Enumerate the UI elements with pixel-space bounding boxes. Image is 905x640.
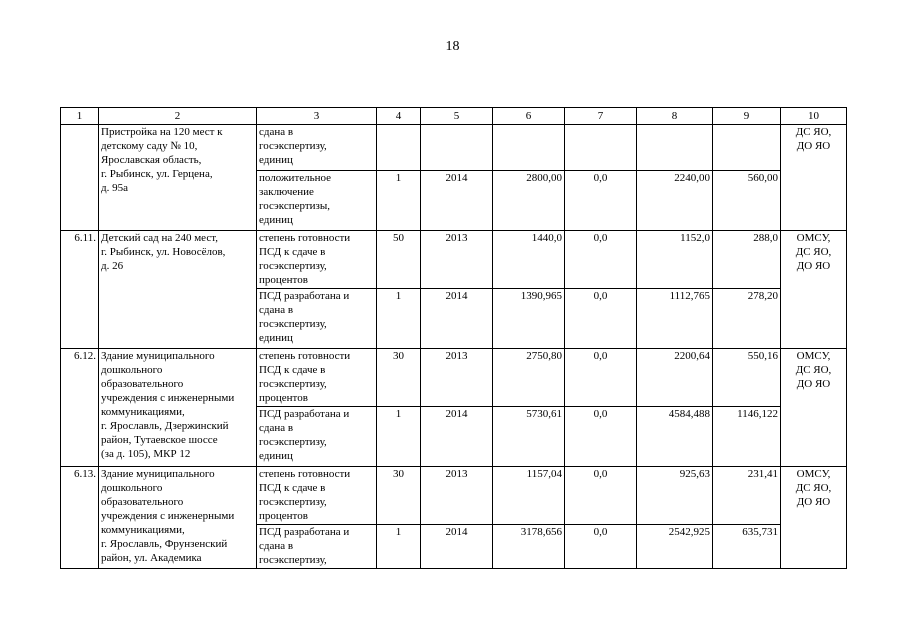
total-amount: 2800,00 bbox=[493, 171, 565, 231]
table-row bbox=[61, 349, 847, 407]
federal-amount: 0,0 bbox=[565, 171, 637, 231]
regional-amount: 1152,0 bbox=[637, 231, 713, 289]
row-number: 6.12. bbox=[61, 349, 99, 467]
table-row bbox=[61, 231, 847, 289]
federal-amount bbox=[565, 125, 637, 171]
federal-amount: 0,0 bbox=[565, 407, 637, 467]
row-number: 6.13. bbox=[61, 467, 99, 569]
target-value: 1 bbox=[377, 171, 421, 231]
regional-amount: 2200,64 bbox=[637, 349, 713, 407]
indicator-name: ПСД разработана и сдана в госэкспертизу, единиц bbox=[257, 289, 377, 349]
column-header: 9 bbox=[713, 108, 781, 125]
responsible-bodies: ОМСУ, ДС ЯО, ДО ЯО bbox=[781, 467, 847, 569]
local-amount: 278,20 bbox=[713, 289, 781, 349]
federal-amount: 0,0 bbox=[565, 525, 637, 569]
local-amount: 560,00 bbox=[713, 171, 781, 231]
total-amount: 2750,80 bbox=[493, 349, 565, 407]
responsible-bodies: ДС ЯО, ДО ЯО bbox=[781, 125, 847, 231]
total-amount: 3178,656 bbox=[493, 525, 565, 569]
indicator-name: степень готовности ПСД к сдаче в госэкспертизу, процентов bbox=[257, 349, 377, 407]
object-name: Пристройка на 120 мест к детскому саду № 10, Ярославская область, г. Рыбинск, ул. Герцена, д. 95а bbox=[99, 125, 257, 231]
column-header: 2 bbox=[99, 108, 257, 125]
column-header: 3 bbox=[257, 108, 377, 125]
regional-amount: 2240,00 bbox=[637, 171, 713, 231]
federal-amount: 0,0 bbox=[565, 231, 637, 289]
indicator-name: сдана в госэкспертизу, единиц bbox=[257, 125, 377, 171]
total-amount: 1390,965 bbox=[493, 289, 565, 349]
total-amount: 1440,0 bbox=[493, 231, 565, 289]
total-amount: 1157,04 bbox=[493, 467, 565, 525]
table-row bbox=[61, 467, 847, 525]
federal-amount: 0,0 bbox=[565, 467, 637, 525]
indicator-name: степень готовности ПСД к сдаче в госэкспертизу, процентов bbox=[257, 231, 377, 289]
year: 2014 bbox=[421, 171, 493, 231]
total-amount: 5730,61 bbox=[493, 407, 565, 467]
target-value: 30 bbox=[377, 467, 421, 525]
regional-amount bbox=[637, 125, 713, 171]
object-name: Детский сад на 240 мест, г. Рыбинск, ул. Новосёлов, д. 26 bbox=[99, 231, 257, 349]
row-number bbox=[61, 125, 99, 231]
local-amount: 635,731 bbox=[713, 525, 781, 569]
local-amount: 231,41 bbox=[713, 467, 781, 525]
column-header: 6 bbox=[493, 108, 565, 125]
column-header: 7 bbox=[565, 108, 637, 125]
target-value: 50 bbox=[377, 231, 421, 289]
header-row bbox=[61, 108, 847, 125]
year bbox=[421, 125, 493, 171]
federal-amount: 0,0 bbox=[565, 289, 637, 349]
indicator-name: ПСД разработана и сдана в госэкспертизу, bbox=[257, 525, 377, 569]
regional-amount: 925,63 bbox=[637, 467, 713, 525]
responsible-bodies: ОМСУ, ДС ЯО, ДО ЯО bbox=[781, 231, 847, 349]
indicator-name: положительное заключение госэкспертизы, единиц bbox=[257, 171, 377, 231]
year: 2013 bbox=[421, 231, 493, 289]
object-name: Здание муниципального дошкольного образовательного учреждения с инженерными коммуникациями, г. Ярославль, Дзержинский район, Тутаевское шоссе (за д. 105), МКР 12 bbox=[99, 349, 257, 467]
regional-amount: 4584,488 bbox=[637, 407, 713, 467]
year: 2013 bbox=[421, 349, 493, 407]
column-header: 8 bbox=[637, 108, 713, 125]
local-amount: 1146,122 bbox=[713, 407, 781, 467]
responsible-bodies: ОМСУ, ДС ЯО, ДО ЯО bbox=[781, 349, 847, 467]
target-value: 1 bbox=[377, 525, 421, 569]
total-amount bbox=[493, 125, 565, 171]
local-amount: 288,0 bbox=[713, 231, 781, 289]
local-amount bbox=[713, 125, 781, 171]
target-value: 30 bbox=[377, 349, 421, 407]
table-row bbox=[61, 125, 847, 171]
local-amount: 550,16 bbox=[713, 349, 781, 407]
column-header: 4 bbox=[377, 108, 421, 125]
year: 2014 bbox=[421, 407, 493, 467]
regional-amount: 1112,765 bbox=[637, 289, 713, 349]
column-header: 10 bbox=[781, 108, 847, 125]
indicator-name: ПСД разработана и сдана в госэкспертизу, единиц bbox=[257, 407, 377, 467]
year: 2013 bbox=[421, 467, 493, 525]
year: 2014 bbox=[421, 289, 493, 349]
column-header: 1 bbox=[61, 108, 99, 125]
target-value: 1 bbox=[377, 289, 421, 349]
federal-amount: 0,0 bbox=[565, 349, 637, 407]
column-header: 5 bbox=[421, 108, 493, 125]
object-name: Здание муниципального дошкольного образовательного учреждения с инженерными коммуникациями, г. Ярославль, Фрунзенский район, ул. Академика bbox=[99, 467, 257, 569]
indicator-name: степень готовности ПСД к сдаче в госэкспертизу, процентов bbox=[257, 467, 377, 525]
target-value bbox=[377, 125, 421, 171]
regional-amount: 2542,925 bbox=[637, 525, 713, 569]
page-number: 18 bbox=[445, 39, 460, 54]
program-table bbox=[60, 107, 847, 569]
year: 2014 bbox=[421, 525, 493, 569]
target-value: 1 bbox=[377, 407, 421, 467]
row-number: 6.11. bbox=[61, 231, 99, 349]
